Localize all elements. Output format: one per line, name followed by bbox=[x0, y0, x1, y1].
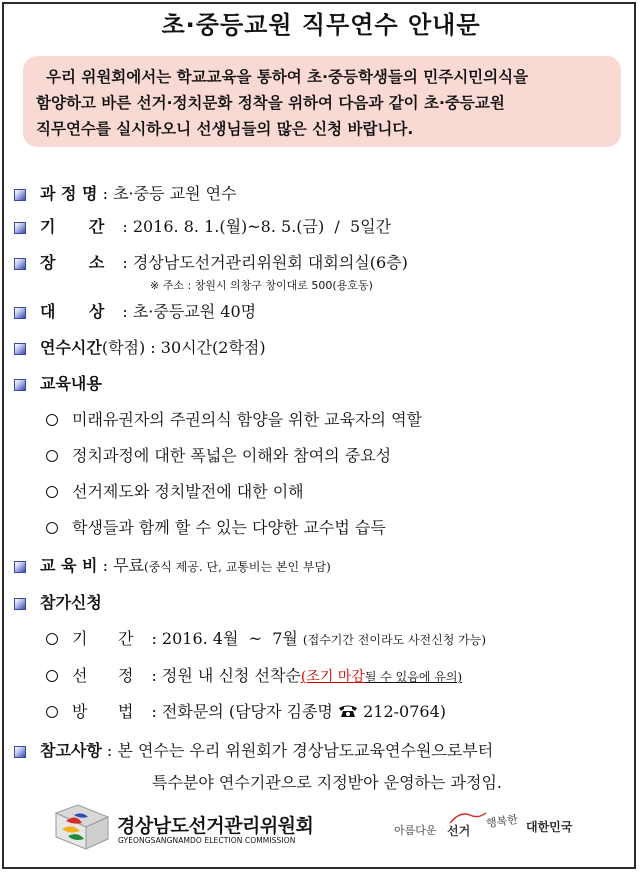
place-row bbox=[40, 253, 408, 273]
apply-period-value: : 2016. 4월 ~ 7월 bbox=[151, 629, 298, 648]
bullet-square-icon bbox=[14, 598, 26, 610]
apply-select-value: : 정원 내 신청 선착순 bbox=[151, 666, 301, 685]
bullet-square-icon bbox=[14, 379, 26, 391]
early-close-note: (조기 마감 bbox=[300, 669, 365, 685]
bullet-circle-icon bbox=[46, 706, 58, 718]
reference-label: 참고사항 bbox=[40, 741, 102, 760]
contents-item: 미래유권자의 주권의식 함양을 위한 교육자의 역할 bbox=[72, 410, 423, 429]
apply-select-row bbox=[72, 666, 462, 687]
election-commission-logo-icon bbox=[52, 803, 112, 851]
apply-label: 참가신청 bbox=[40, 593, 102, 612]
period-label: 기 간 bbox=[40, 217, 105, 236]
hours-row bbox=[40, 338, 266, 358]
apply-period-row bbox=[72, 629, 486, 650]
bullet-square-icon bbox=[14, 189, 26, 201]
org-name-kr: 경상남도선거관리위원회 bbox=[117, 815, 314, 837]
target-row bbox=[40, 302, 256, 322]
reference-line2: 특수분야 연수기관으로 지정받아 운영하는 과정임. bbox=[152, 773, 503, 792]
bullet-circle-icon bbox=[46, 670, 58, 682]
apply-method-value: : 전화문의 (담당자 김종명 bbox=[151, 702, 333, 721]
place-note: ※ 주소 : 창원시 의창구 창이대로 500(용호동) bbox=[150, 279, 373, 292]
bullet-circle-icon bbox=[46, 486, 58, 498]
apply-select-note: 될 수 있음에 유의) bbox=[364, 670, 463, 684]
phone-icon bbox=[338, 704, 358, 718]
bullet-square-icon bbox=[14, 746, 26, 758]
bullet-square-icon bbox=[14, 307, 26, 319]
slogan-part-d: 대한민국 bbox=[526, 820, 573, 834]
apply-method-label: 방 법 bbox=[72, 702, 134, 721]
org-name-en: GYEONGSANGNAMDO ELECTION COMMISSION bbox=[118, 836, 296, 845]
bullet-square-icon bbox=[14, 222, 26, 234]
apply-method-phone: 212-0764) bbox=[363, 702, 446, 721]
fee-row bbox=[40, 556, 331, 577]
period-value: : 2016. 8. 1.(월)~8. 5.(금) / 5일간 bbox=[122, 217, 392, 236]
target-value: : 초·중등교원 40명 bbox=[122, 302, 257, 321]
bullet-circle-icon bbox=[46, 633, 58, 645]
bullet-circle-icon bbox=[46, 414, 58, 426]
period-row bbox=[40, 217, 391, 237]
bullet-circle-icon bbox=[46, 522, 58, 534]
bullet-square-icon bbox=[14, 258, 26, 270]
contents-item: 학생들과 함께 할 수 있는 다양한 교수법 습득 bbox=[72, 518, 386, 537]
apply-select-label: 선 정 bbox=[72, 666, 134, 685]
contents-row bbox=[40, 374, 102, 394]
reference-line1: : 본 연수는 우리 위원회가 경상남도교육연수원으로부터 bbox=[106, 741, 494, 760]
course-row bbox=[40, 184, 237, 204]
apply-method-row bbox=[72, 702, 446, 722]
contents-item: 선거제도와 정치발전에 대한 이해 bbox=[72, 482, 304, 501]
fee-value: : 무료 bbox=[102, 556, 144, 575]
hours-value: (학점) : 30시간(2학점) bbox=[101, 338, 266, 357]
course-value: : 초·중등 교원 연수 bbox=[102, 184, 237, 203]
slogan-arc-icon bbox=[448, 811, 488, 825]
fee-note: (중식 제공. 단, 교통비는 본인 부담) bbox=[144, 560, 331, 574]
place-value: : 경상남도선거관리위원회 대회의실(6층) bbox=[122, 253, 408, 272]
contents-label: 교육내용 bbox=[40, 374, 102, 393]
bullet-square-icon bbox=[14, 561, 26, 573]
place-label: 장 소 bbox=[40, 253, 105, 272]
apply-period-label: 기 간 bbox=[72, 629, 134, 648]
course-label: 과 정 명 bbox=[40, 184, 98, 203]
intro-line: 함양하고 바른 선거·정치문화 정착을 위하여 다음과 같이 초·중등교원 bbox=[36, 94, 505, 112]
target-label: 대 상 bbox=[40, 302, 105, 321]
page-title: 초·중등교원 직무연수 안내문 bbox=[161, 11, 481, 39]
fee-label: 교 육 비 bbox=[40, 556, 98, 575]
intro-line: 직무연수를 실시하오니 선생님들의 많은 신청 바랍니다. bbox=[36, 120, 414, 138]
slogan-part-c: 행복한 bbox=[485, 812, 519, 831]
reference-row bbox=[40, 741, 493, 761]
intro-box bbox=[23, 56, 621, 147]
contents-item: 정치과정에 대한 폭넓은 이해와 참여의 중요성 bbox=[72, 446, 392, 465]
bullet-circle-icon bbox=[46, 450, 58, 462]
apply-row bbox=[40, 593, 102, 613]
apply-period-note: (접수기간 전이라도 사전신청 가능) bbox=[302, 633, 487, 647]
slogan-part-b: 선거 bbox=[447, 824, 471, 838]
slogan-part-a: 아름다운 bbox=[394, 824, 437, 837]
hours-label: 연수시간 bbox=[40, 338, 102, 357]
intro-line: 우리 위원회에서는 학교교육을 통하여 초·중등학생들의 민주시민의식을 bbox=[46, 68, 529, 86]
bullet-square-icon bbox=[14, 343, 26, 355]
